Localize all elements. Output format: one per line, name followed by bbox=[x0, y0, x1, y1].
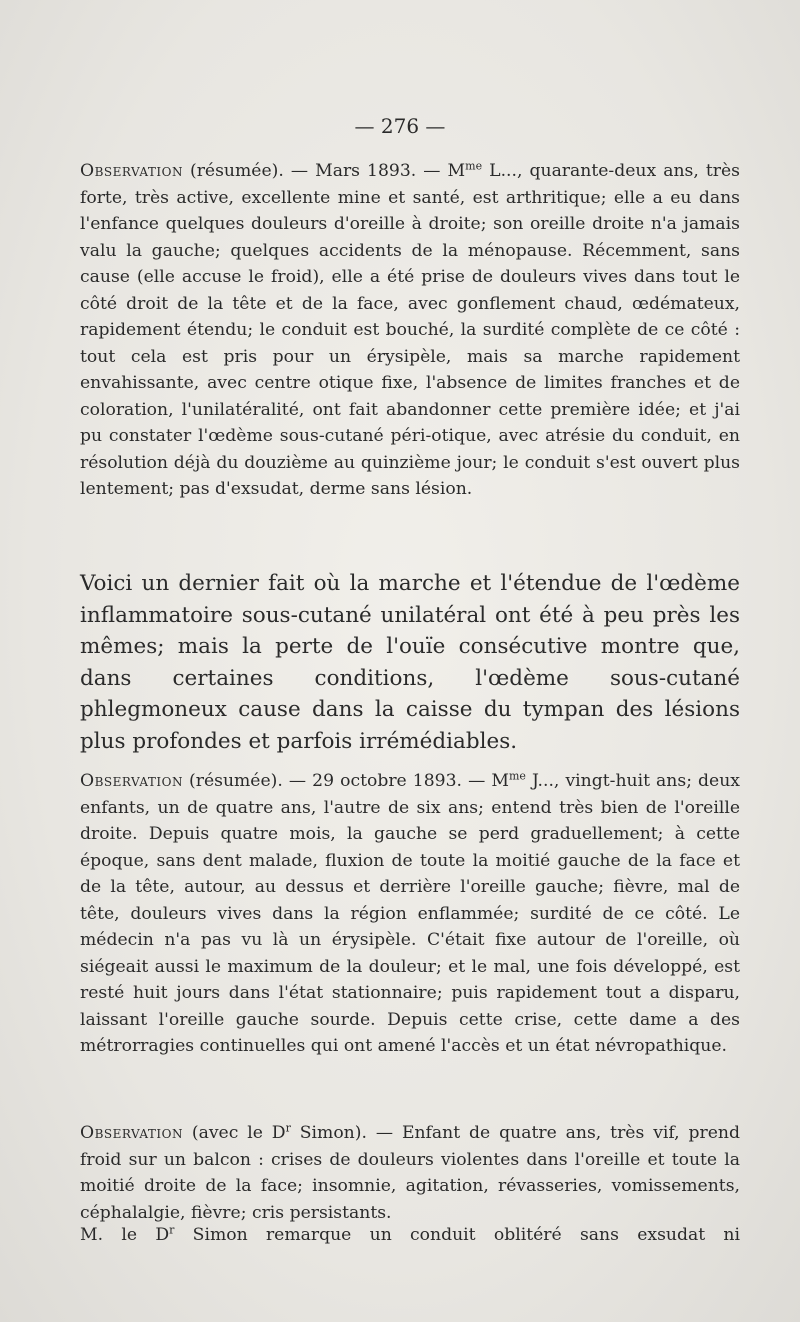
page-number: — 276 — bbox=[354, 114, 446, 138]
continuation-paragraph bbox=[80, 1222, 740, 1249]
superscript: r bbox=[285, 1121, 291, 1135]
observation-header: (avec le D bbox=[182, 1123, 286, 1143]
observation-paragraph-2 bbox=[80, 768, 740, 1060]
superscript: r bbox=[169, 1223, 175, 1237]
superscript: me bbox=[465, 159, 483, 173]
paragraph-text: Simon remarque un conduit oblitéré sans exsudat ni bbox=[174, 1225, 740, 1245]
observation-header: (résumée). — 29 octobre 1893. — M bbox=[182, 771, 509, 791]
observation-label: Observation bbox=[80, 1123, 183, 1143]
observation-header: Simon). — bbox=[290, 1123, 402, 1143]
superscript: me bbox=[508, 769, 526, 783]
main-paragraph: Voici un dernier fait où la marche et l'étendue de l'œdème inflammatoire sous-cutané unilatéral ont été à peu près les mêmes; mais la perte de l'ouïe consécutive montre que, dans certaines conditions, l'œdème sous-cutané phlegmoneux cause dans la caisse du tympan des lésions plus profondes et parfois irrémédiables. bbox=[80, 571, 740, 754]
observation-label: Observation bbox=[80, 771, 183, 791]
paragraph-text: M. le D bbox=[80, 1225, 170, 1245]
observation-label: Observation bbox=[80, 161, 183, 181]
observation-paragraph-1 bbox=[80, 158, 740, 503]
observation-body: J..., vingt-huit ans; deux enfants, un de quatre ans, l'autre de six ans; entend très bien de l'oreille droite. Depuis quatre mois, la gauche se perd graduellement; à cette époque, sans dent malade, fluxion de toute la moitié gauche de la face et de la tête, autour, au dessus et derrière l'oreille gauche; fièvre, mal de tête, douleurs vives dans la région enflammée; surdité de ce côté. Le médecin n'a pas vu là un érysipèle. C'était fixe autour de l'oreille, où siégeait aussi le maximum de la douleur; et le mal, une fois développé, est resté huit jours dans l'état stationnaire; puis rapidement tout a disparu, laissant l'oreille gauche sourde. Depuis cette crise, cette dame a des métrorragies continuelles qui ont amené l'accès et un état névropathique. bbox=[80, 771, 740, 1056]
observation-body: Enfant de quatre ans, très vif, prend froid sur un balcon : crises de douleurs violentes dans l'oreille et toute la moitié droite de la face; insomnie, agitation, révasseries, vomissements, céphalalgie, fièvre; cris persistants. bbox=[80, 1123, 740, 1223]
observation-body: L..., quarante-deux ans, très forte, très active, excellente mine et santé, est arthritique; elle a eu dans l'enfance quelques douleurs d'oreille à droite; son oreille droite n'a jamais valu la gauche; quelques accidents de la ménopause. Récemment, sans cause (elle accuse le froid), elle a été prise de douleurs vives dans tout le côté droit de la tête et de la face, avec gonflement chaud, œdémateux, rapidement étendu; le conduit est bouché, la surdité complète de ce côté : tout cela est pris pour un érysipèle, mais sa marche rapidement envahissante, avec centre otique fixe, l'absence de limites franches et de coloration, l'unilatéralité, ont fait abandonner cette première idée; et j'ai pu constater l'œdème sous-cutané péri-otique, avec atrésie du conduit, en résolution déjà du douzième au quinzième jour; le conduit s'est ouvert plus lentement; pas d'exsudat, derme sans lésion. bbox=[80, 161, 740, 499]
observation-paragraph-3 bbox=[80, 1120, 740, 1226]
observation-header: (résumée). — Mars 1893. — M bbox=[182, 161, 466, 181]
